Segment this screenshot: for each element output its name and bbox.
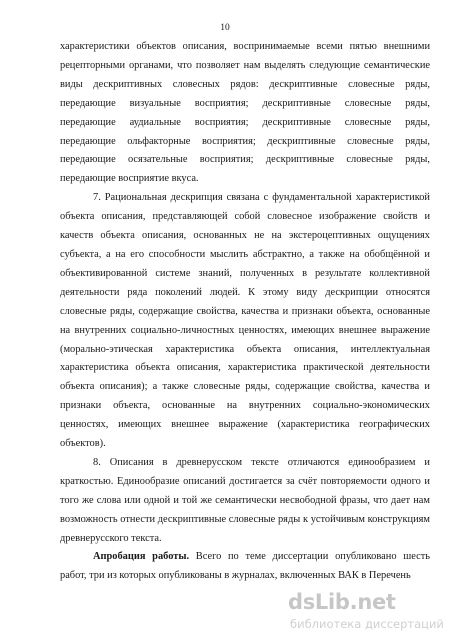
dslib-logo: dsLib.net: [288, 590, 396, 614]
approbation-text: Всего по теме диссертации опубликовано шесть работ, три из которых опубликованы в журналах, включенных ВАК в Перечень: [60, 551, 430, 582]
dslib-subtitle: библиотека диссертаций: [290, 617, 444, 631]
approbation-heading: Апробация работы.: [93, 551, 190, 563]
dslib-watermark: [288, 590, 448, 634]
paragraph-8-uniformity: 8. Описания в древнерусском тексте отличаются единообразием и краткостью. Единообразие описаний достигается за счёт повторяемости одного и того же слова или одной и той же семантически несвободной фразы, что дает нам возможность отнести дескриптивные словесные ряды к устойчивым конструкциям древнерусского текста.: [60, 456, 430, 544]
paragraph-7-rational-description: 7. Рациональная дескрипция связана с фундаментальной характеристикой объекта описания, представляющей собой словесное изображение свойств и качеств объекта описания, основанных не на экстероцептивных ощущениях субъекта, а на его способности мыслить абстрактно, а также на обобщённой и объективированной системе знаний, полученных в результате коллективной деятельности ряда поколений людей. К этому виду дескрипции относятся словесные ряды, содержащие свойства, качества и признаки объекта, основанные на внутренних социально-личностных ценностях, имеющих внешнее выражение (морально-этическая характеристика объекта описания, интеллектуальная характеристика объекта описания, характеристика практической деятельности объекта описания); а также словесные ряды, содержащие свойства, качества и признаки объекта, основанные на внутренних социально-экономических ценностях, имеющих внешнее выражение (характеристика географических объектов).: [60, 192, 430, 450]
paragraph-approbation: [60, 548, 430, 586]
page-number: 10: [220, 23, 230, 33]
paragraph-perception-types: характеристики объектов описания, воспринимаемые всеми пятью внешними рецепторными органами, что позволяет нам выделять следующие семантические виды дескриптивных словесных рядов: дескриптивные словесные ряды, передающие визуальные восприятия; дескриптивные словесные ряды, передающие аудиальные восприятия; дескриптивные словесные ряды, передающие ольфакторные восприятия; дескриптивные словесные ряды, передающие осязательные восприятия; дескриптивные словесные ряды, передающие восприятие вкуса.: [60, 41, 430, 185]
document-body: [60, 38, 430, 586]
